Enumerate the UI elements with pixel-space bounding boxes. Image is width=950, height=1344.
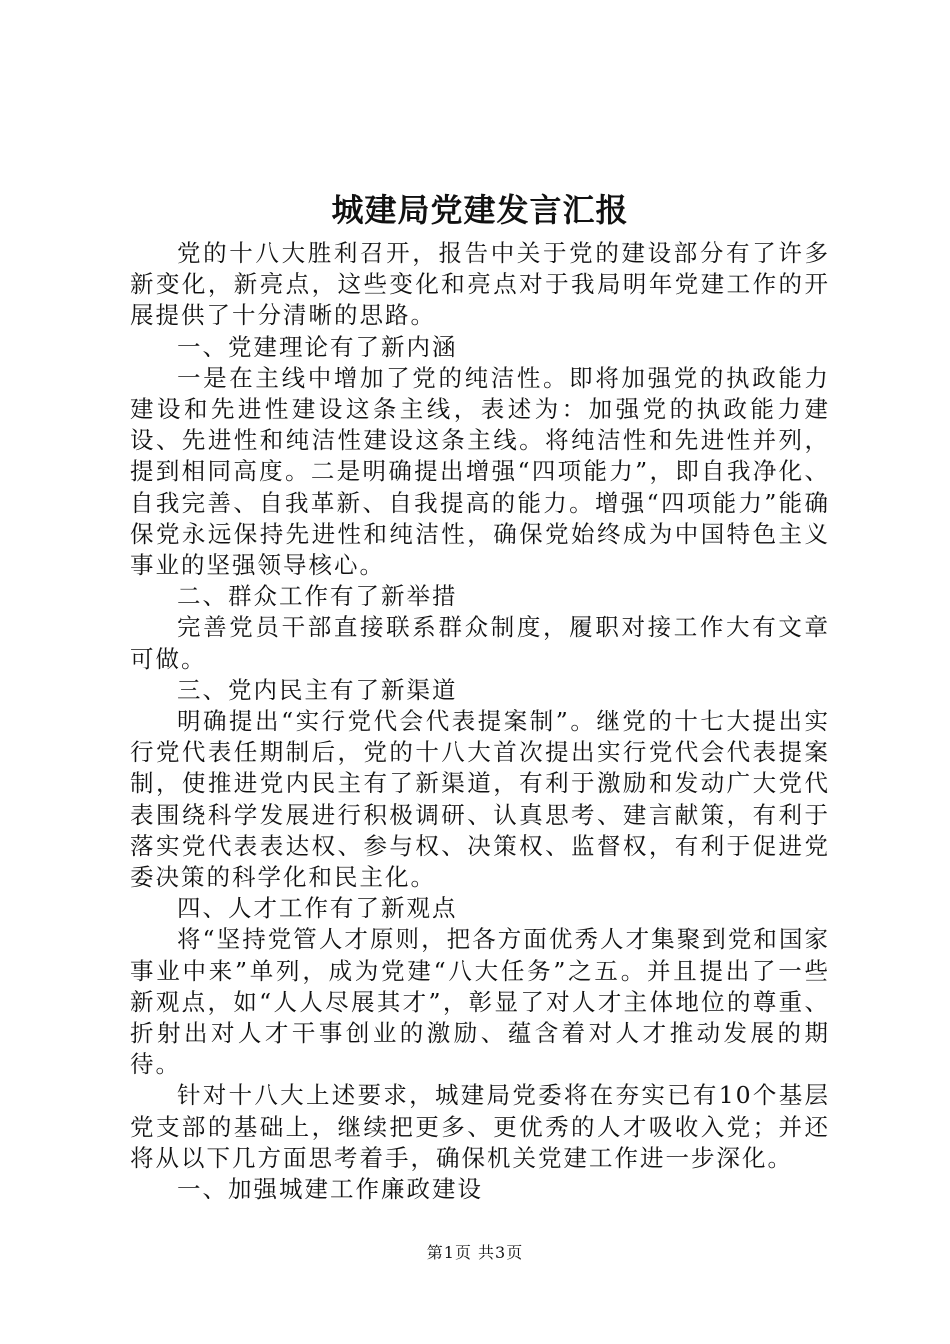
document-page: [130, 184, 830, 1205]
document-title: 城建局党建发言汇报: [331, 191, 629, 229]
section-heading: 三、党内民主有了新渠道: [177, 675, 458, 704]
body-paragraph: 一是在主线中增加了党的纯洁性。即将加强党的执政能力建设和先进性建设这条主线，表述为：加强党的执政能力建设、先进性和纯洁性建设这条主线。将纯洁性和先进性并列，提到相同高度。二是明确提出增强“四项能力”，即自我净化、自我完善、自我革新、自我提高的能力。增强“四项能力”能确保党永远保持先进性和纯洁性，确保党始终成为中国特色主义事业的坚强领导核心。: [130, 363, 830, 580]
body-paragraph: 完善党员干部直接联系群众制度，履职对接工作大有文章可做。: [130, 613, 830, 673]
section-heading: 四、人才工作有了新观点: [177, 894, 458, 923]
section-heading: 一、党建理论有了新内涵: [177, 332, 458, 361]
intro-paragraph: 党的十八大胜利召开，报告中关于党的建设部分有了许多新变化，新亮点，这些变化和亮点对于我局明年党建工作的开展提供了十分清晰的思路。: [130, 239, 830, 330]
body-paragraph: 明确提出“实行党代会代表提案制”。继党的十七大提出实行党代表任期制后，党的十八大首次提出实行党代会代表提案制，使推进党内民主有了新渠道，有利于激励和发动广大党代表围绕科学发展进行积极调研、认真思考、建言献策，有利于落实党代表表达权、参与权、决策权、监督权，有利于促进党委决策的科学化和民主化。: [130, 707, 830, 892]
section-heading: 二、群众工作有了新举措: [177, 582, 458, 611]
page-footer: 第1页 共3页: [426, 1243, 524, 1262]
body-paragraph: 将“坚持党管人才原则，把各方面优秀人才集聚到党和国家事业中来”单列，成为党建“八大任务”之五。并且提出了一些新观点，如“人人尽展其才”，彰显了对人才主体地位的尊重、折射出对人才干事创业的激励、蕴含着对人才推动发展的期待。: [130, 925, 830, 1079]
document-body: [130, 238, 830, 1205]
body-paragraph: 针对十八大上述要求，城建局党委将在夯实已有10个基层党支部的基础上，继续把更多、更优秀的人才吸收入党；并还将从以下几方面思考着手，确保机关党建工作进一步深化。: [130, 1081, 830, 1172]
section-heading: 一、加强城建工作廉政建设: [177, 1175, 483, 1204]
